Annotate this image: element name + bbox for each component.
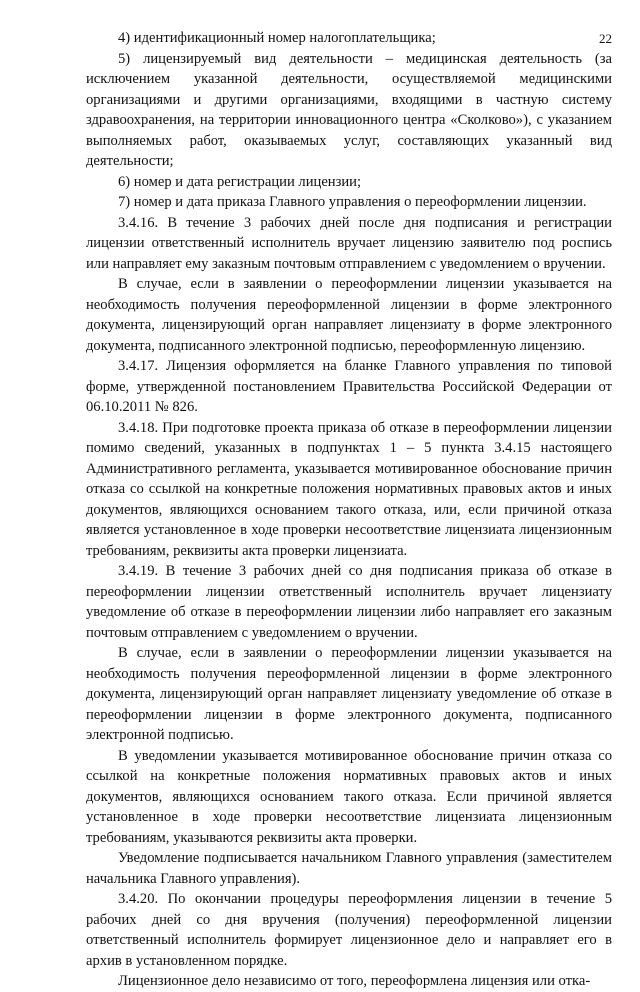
paragraph-item-5-activity: 5) лицензируемый вид деятельности – медицинская деятельность (за исключением указанной деятельности, осуществляемой медицинскими организациями и другими организациями, входящими в частную систему здравоохранения, на территории инновационного центра «Сколково»), с указанием выполняемых работ, оказываемых услуг, составляющих указанный вид деятельности;	[86, 50, 612, 169]
paragraph-3-4-17: 3.4.17. Лицензия оформляется на бланке Главного управления по типовой форме, утвержденной постановлением Правительства Российской Федерации от 06.10.2011 № 826.	[86, 358, 612, 415]
paragraph-3-4-16: 3.4.16. В течение 3 рабочих дней после дня подписания и регистрации лицензии ответственный исполнитель вручает лицензию заявителю под роспись или направляет ему заказным почтовым отправлением с уведомлением о вручении.	[86, 214, 612, 272]
paragraph-item-6-registration: 6) номер и дата регистрации лицензии;	[118, 173, 362, 190]
document-body	[86, 28, 612, 992]
paragraph-item-4-inn: 4) идентификационный номер налогоплательщика;	[118, 30, 436, 46]
paragraph-electronic-license: В случае, если в заявлении о переоформлении лицензии указывается на необходимость получения переоформленной лицензии в форме электронного документа, лицензирующий орган направляет лицензиату в форме электронного документа, подписанного электронной подписью, переоформленную лицензию.	[86, 276, 612, 354]
paragraph-3-4-18: 3.4.18. При подготовке проекта приказа об отказе в переоформлении лицензии помимо сведений, указанных в подпунктах 1 – 5 пункта 3.4.15 настоящего Административного регламента, указывается мотивированное обоснование причин отказа со ссылкой на конкретные положения нормативных правовых актов и иных документов, являющихся основанием такого отказа, или, если причиной отказа является установленное в ходе проверки несоответствие лицензиата лицензионным требованиям, реквизиты акта проверки лицензиата.	[86, 419, 612, 559]
paragraph-3-4-20: 3.4.20. По окончании процедуры переоформления лицензии в течение 5 рабочих дней со дня вручения (получения) переоформленной лицензии ответственный исполнитель формирует лицензионное дело и направляет его в архив в установленном порядке.	[86, 891, 612, 969]
page-number: 22	[599, 31, 612, 46]
paragraph-refusal-reasons: В уведомлении указывается мотивированное обоснование причин отказа со ссылкой на конкретные положения нормативных правовых актов и иных документов, являющихся основанием такого отказа. Если причиной является установленное в ходе проверки несоответствие лицензиата лицензионным требованиям, указываются реквизиты акта проверки.	[86, 747, 612, 846]
paragraph-item-7-order: 7) номер и дата приказа Главного управления о переоформлении лицензии.	[118, 194, 587, 210]
paragraph-3-4-19: 3.4.19. В течение 3 рабочих дней со дня подписания приказа об отказе в переоформлении лицензии ответственный исполнитель вручает лицензиату уведомление об отказе в переоформлении лицензии либо направляет его заказным почтовым отправлением с уведомлением о вручении.	[86, 563, 612, 641]
paragraph-license-file: Лицензионное дело независимо от того, переоформлена лицензия или отка-	[118, 973, 591, 989]
paragraph-electronic-refusal: В случае, если в заявлении о переоформлении лицензии указывается на необходимость получения переоформленной лицензии в форме электронного документа, лицензирующий орган направляет лицензиату уведомление об отказе в переоформлении лицензии в форме электронного документа, подписанного электронной подписью.	[86, 645, 612, 743]
paragraph-signature: Уведомление подписывается начальником Главного управления (заместителем начальника Главного управления).	[86, 850, 612, 887]
